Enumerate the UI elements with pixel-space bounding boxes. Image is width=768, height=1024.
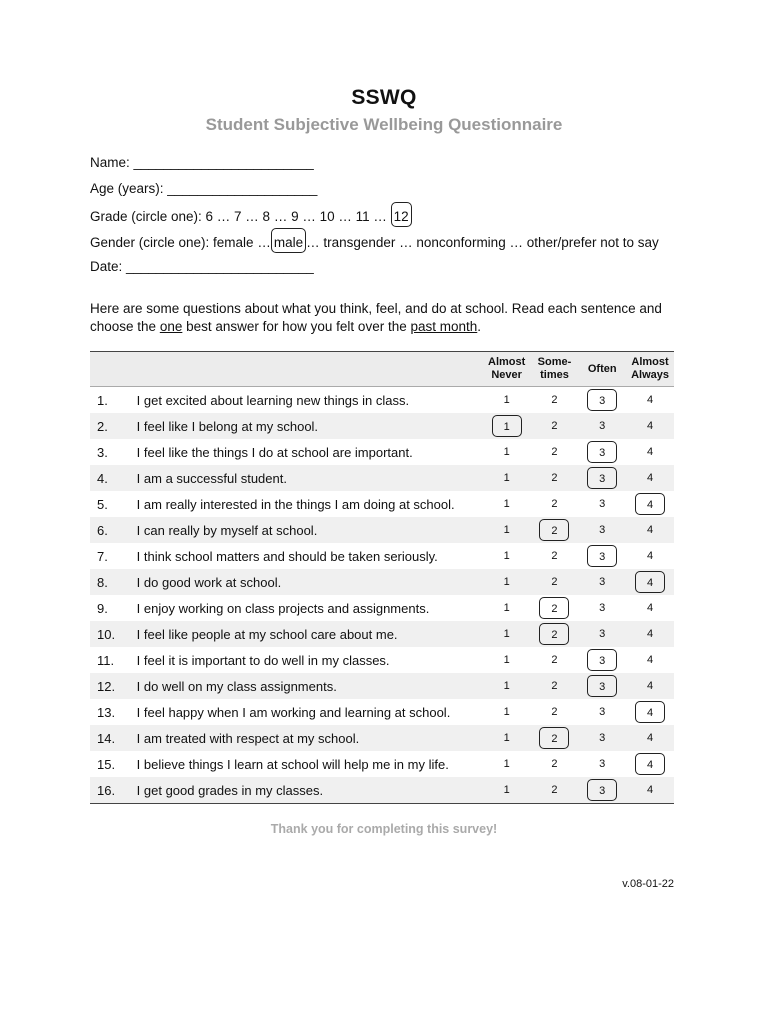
question-number: 10. [90,621,137,647]
answer-option[interactable]: 3 [599,706,606,718]
answer-option[interactable]: 1 [503,446,510,458]
page-subtitle: Student Subjective Wellbeing Questionnaire [205,115,563,134]
answer-cell[interactable] [531,699,579,725]
header-num [90,352,137,387]
answer-option[interactable]: 2 [551,576,558,588]
question-number: 12. [90,673,137,699]
answer-cell[interactable] [531,387,579,414]
answer-option[interactable]: 4 [646,784,654,796]
question-text: I can really by myself at school. [137,517,483,543]
survey-body [90,387,674,804]
answer-cell[interactable] [626,777,674,804]
answer-option[interactable]: 3 [599,758,606,770]
answer-cell[interactable] [578,595,626,621]
answer-cell[interactable] [578,751,626,777]
answer-option[interactable]: 4 [646,628,654,640]
answer-option[interactable]: 1 [503,472,510,484]
answer-option-selected[interactable]: 2 [539,623,569,645]
answer-cell[interactable] [578,647,626,673]
answer-option[interactable]: 2 [551,550,558,562]
answer-cell[interactable] [531,673,579,699]
answer-option-selected[interactable]: 3 [587,389,617,411]
answer-option[interactable]: 2 [551,706,558,718]
question-text: I get good grades in my classes. [137,777,483,804]
answer-cell[interactable] [531,647,579,673]
answer-cell[interactable] [531,621,579,647]
answer-option[interactable]: 4 [646,654,654,666]
answer-option[interactable]: 1 [503,732,510,744]
answer-option[interactable]: 4 [646,394,654,406]
answer-option[interactable]: 3 [599,732,606,744]
answer-cell[interactable] [626,673,674,699]
date-field[interactable]: Date: _________________________ [90,259,314,274]
answer-option[interactable]: 1 [503,576,510,588]
question-text: I am a successful student. [137,465,483,491]
answer-option[interactable]: 1 [503,394,510,406]
answer-option-selected[interactable]: 3 [587,467,617,489]
table-row [90,751,674,777]
answer-option-selected[interactable]: 4 [635,571,665,593]
answer-option-selected[interactable]: 4 [635,493,665,515]
answer-option-selected[interactable]: 1 [492,415,522,437]
answer-option[interactable]: 3 [599,576,606,588]
instructions-text: best answer for how you felt over the [182,319,411,334]
answer-option[interactable]: 4 [646,446,654,458]
answer-cell[interactable] [531,543,579,569]
instructions-text: Here are some questions about what you think, feel, and do at school. Read each sentence and choose the [90,301,662,334]
answer-option[interactable]: 1 [503,680,510,692]
answer-cell[interactable] [531,439,579,465]
answer-option-selected[interactable]: 3 [587,675,617,697]
answer-cell[interactable] [531,777,579,804]
answer-cell[interactable] [626,595,674,621]
table-row [90,725,674,751]
answer-cell[interactable] [483,621,531,647]
question-text: I think school matters and should be taken seriously. [136,548,438,564]
answer-cell[interactable] [578,387,626,414]
grade-options: Grade (circle one): 6 … 7 … 8 … 9 … 10 … 11 … [90,209,391,224]
answer-cell[interactable] [578,439,626,465]
header-often: Often [578,352,626,387]
answer-option-selected[interactable]: 3 [587,779,617,801]
answer-option[interactable]: 2 [551,446,558,458]
answer-cell[interactable] [483,517,531,543]
question-number: 5. [97,496,108,512]
answer-cell[interactable] [578,699,626,725]
answer-cell[interactable] [626,725,674,751]
table-row [90,569,674,595]
question-number: 7. [97,548,108,564]
question-text: I believe things I learn at school will help me in my life. [136,756,449,772]
instructions-emphasis-past-month: past month [410,319,478,334]
question-number: 3. [97,444,108,460]
answer-cell[interactable] [483,673,531,699]
question-number: 8. [90,569,137,595]
header-almost-never: Almost Never [483,352,531,387]
answer-cell[interactable] [578,569,626,595]
question-text: I am really interested in the things I am doing at school. [136,496,455,512]
answer-cell[interactable] [483,699,531,725]
answer-option-selected[interactable]: 4 [635,753,665,775]
answer-option[interactable]: 1 [503,498,510,510]
answer-cell[interactable] [626,543,674,569]
answer-cell[interactable] [483,569,531,595]
answer-option[interactable]: 4 [646,472,654,484]
answer-cell[interactable] [626,465,674,491]
answer-cell[interactable] [578,517,626,543]
table-header-row [90,352,674,387]
age-field[interactable]: Age (years): ____________________ [90,181,318,196]
answer-option[interactable]: 3 [599,498,606,510]
answer-cell[interactable] [578,621,626,647]
header-almost-always: Almost Always [626,352,674,387]
answer-option[interactable]: 4 [646,524,654,536]
answer-option[interactable]: 3 [599,524,606,536]
grade-selected-circle[interactable]: 12 [391,202,412,227]
answer-cell[interactable] [531,413,579,439]
answer-option[interactable]: 2 [551,784,558,796]
version-label: v.08-01-22 [622,878,674,890]
answer-cell[interactable] [578,413,626,439]
answer-cell[interactable] [531,465,579,491]
answer-cell[interactable] [578,725,626,751]
answer-option[interactable]: 3 [599,420,606,432]
table-row [90,517,674,543]
answer-cell[interactable] [578,777,626,804]
table-row [90,595,674,621]
question-text: I do well on my class assignments. [137,673,483,699]
question-number: 4. [90,465,137,491]
answer-cell[interactable] [626,699,674,725]
answer-option[interactable]: 1 [503,550,510,562]
answer-option[interactable]: 2 [551,394,558,406]
question-number: 6. [90,517,137,543]
thank-you-message: Thank you for completing this survey! [270,822,498,836]
question-number: 9. [97,600,108,616]
name-field[interactable]: Name: ________________________ [90,155,314,170]
question-text: I get excited about learning new things in class. [136,392,410,408]
table-row [90,621,674,647]
grade-field[interactable] [90,206,659,232]
header-item [137,352,483,387]
answer-cell[interactable] [626,621,674,647]
answer-cell[interactable] [531,595,579,621]
answer-cell[interactable] [483,387,531,414]
question-number: 11. [97,652,115,668]
question-text: I feel like I belong at my school. [137,413,483,439]
answer-cell[interactable] [626,569,674,595]
answer-cell[interactable] [483,595,531,621]
answer-option-selected[interactable]: 3 [587,545,617,567]
answer-option[interactable]: 4 [646,732,654,744]
gender-options-suffix: … transgender … nonconforming … other/prefer not to say [306,235,659,250]
gender-field[interactable] [90,232,659,258]
answer-cell[interactable] [626,439,674,465]
answer-option[interactable]: 4 [646,420,654,432]
answer-cell[interactable] [626,751,674,777]
question-number: 2. [90,413,137,439]
table-row [90,673,674,699]
answer-option-selected[interactable]: 2 [539,519,569,541]
answer-option-selected[interactable]: 4 [635,701,665,723]
question-text: I feel happy when I am working and learning at school. [136,704,451,720]
answer-option[interactable]: 3 [599,628,606,640]
answer-option[interactable]: 1 [503,654,510,666]
answer-cell[interactable] [626,517,674,543]
answer-option[interactable]: 2 [551,472,558,484]
answer-cell[interactable] [578,491,626,517]
question-text: I enjoy working on class projects and assignments. [136,600,430,616]
answer-cell[interactable] [626,387,674,414]
question-text: I feel like the things I do at school are important. [136,444,413,460]
answer-cell[interactable] [531,725,579,751]
answer-option[interactable]: 1 [503,628,510,640]
answer-option-selected[interactable]: 2 [539,727,569,749]
answer-cell[interactable] [483,751,531,777]
answer-cell[interactable] [483,439,531,465]
answer-cell[interactable] [531,569,579,595]
table-row [90,387,674,414]
table-row [90,491,674,517]
answer-cell[interactable] [578,465,626,491]
answer-cell[interactable] [531,491,579,517]
answer-option-selected[interactable]: 2 [539,597,569,619]
answer-option[interactable]: 1 [503,758,510,770]
answer-cell[interactable] [483,725,531,751]
table-row [90,543,674,569]
answer-option[interactable]: 4 [646,680,654,692]
answer-cell[interactable] [626,647,674,673]
question-text: I do good work at school. [137,569,483,595]
question-number: 1. [97,392,108,408]
answer-option[interactable]: 3 [599,602,606,614]
answer-cell[interactable] [578,543,626,569]
question-text: I feel it is important to do well in my classes. [136,652,390,668]
question-text: I am treated with respect at my school. [137,725,483,751]
answer-cell[interactable] [578,673,626,699]
answer-option-selected[interactable]: 3 [587,649,617,671]
question-text: I feel like people at my school care about me. [137,621,483,647]
answer-option[interactable]: 1 [503,524,510,536]
answer-cell[interactable] [483,413,531,439]
instructions [90,300,680,336]
instructions-emphasis-one: one [159,319,183,334]
table-row [90,777,674,804]
answer-cell[interactable] [483,543,531,569]
question-number: 14. [90,725,137,751]
page-title: SSWQ [351,86,417,109]
answer-option[interactable]: 1 [503,784,510,796]
answer-option[interactable]: 1 [503,706,510,718]
answer-option[interactable]: 2 [551,654,558,666]
table-row [90,439,674,465]
question-number: 13. [97,704,116,720]
answer-cell[interactable] [531,517,579,543]
answer-option[interactable]: 2 [551,680,558,692]
table-row [90,413,674,439]
table-row [90,699,674,725]
answer-cell[interactable] [483,491,531,517]
answer-cell[interactable] [626,491,674,517]
respondent-fields [90,154,659,284]
answer-option[interactable]: 2 [551,758,558,770]
question-number: 15. [97,756,116,772]
table-row [90,647,674,673]
survey-table [90,351,674,804]
answer-cell[interactable] [626,413,674,439]
header-sometimes: Some- times [531,352,579,387]
answer-cell[interactable] [531,751,579,777]
answer-option[interactable]: 4 [646,550,654,562]
gender-options-prefix: Gender (circle one): female … [90,235,271,250]
answer-cell[interactable] [483,465,531,491]
answer-option[interactable]: 1 [503,602,510,614]
instructions-text: . [477,319,482,334]
answer-cell[interactable] [483,777,531,804]
answer-option-selected[interactable]: 3 [587,441,617,463]
answer-option[interactable]: 2 [551,498,558,510]
question-number: 16. [90,777,137,804]
table-row [90,465,674,491]
answer-option[interactable]: 2 [551,420,558,432]
gender-selected-circle[interactable]: male [271,228,306,253]
answer-cell[interactable] [483,647,531,673]
answer-option[interactable]: 4 [646,602,654,614]
